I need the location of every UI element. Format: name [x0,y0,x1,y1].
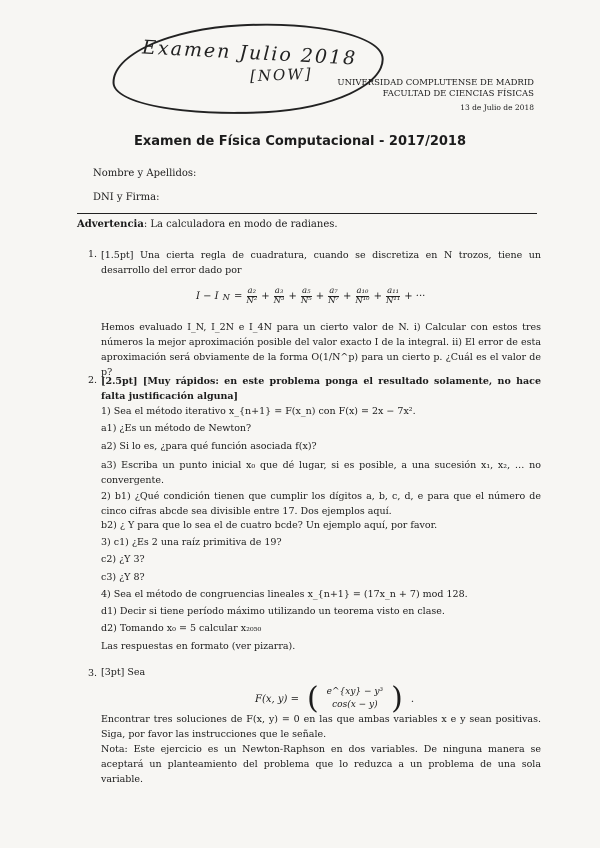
term: $\frac{\text{a₅}}{\text{N⁵}}$ [300,286,312,306]
term: $\frac{\text{a₁₀}}{\text{N¹⁰}}$ [355,286,370,306]
name-field-label: Nombre y Apellidos: [93,168,197,179]
q1-formula: I − I N = $\frac{\text{a₂}}{\text{N²}}$ + $\frac{\text{a₃}}{\text{N³}}$ + $\frac{\text{a₅}}{\text{N⁵}}$ + $\frac{\text{a₇}}{\text{N⁷}}$ + $\frac{\text{a₁₀}}{\text{N¹⁰}}$ + $\frac{\text{a₁₁}}{\text{N¹¹}}$ + ··· [196,286,426,306]
institution-header [337,78,534,100]
handwritten-sublabel: [NOW] [249,64,313,86]
q1-intro: [1.5pt] Una cierta regla de cuadratura, cuando se discretiza en N trozos, tiene un desarrollo del error dado por [101,250,541,276]
handwritten-label: Examen Julio 2018 [141,36,358,70]
f-lhs: F(x, y) = [255,693,299,705]
q2-line: c3) ¿Y 8? [101,572,145,583]
warning-body: : La calculadora en modo de radianes. [143,219,338,230]
term: $\frac{\text{a₁₁}}{\text{N¹¹}}$ [385,286,401,306]
term: $\frac{\text{a₇}}{\text{N⁷}}$ [328,286,339,306]
q2-line: a3) Escriba un punto inicial x₀ que dé lugar, si es posible, a una sucesión x₁, x₂, … no convergente. [101,460,541,486]
q1-number: 1. [88,249,98,260]
vector-components [327,686,383,712]
formula-sub: N [222,291,230,302]
q2-line: 3) c1) ¿Es 2 una raíz primitiva de 19? [101,537,282,548]
q2-number: 2. [88,375,98,386]
q2-line: a2) Si lo es, ¿para qué función asociada f(x)? [101,441,317,452]
q2-line: Las respuestas en formato (ver pizarra). [101,641,296,652]
q1-body: Hemos evaluado I_N, I_2N e I_4N para un cierto valor de N. i) Calcular con estos tres números la mejor aproximación posible del valor exacto I de la integral. ii) El error de esta aproximación será obviamente de la forma O(1/N^p) para un cierto p. ¿Cuál es el valor de p? [101,322,541,378]
term: $\frac{\text{a₃}}{\text{N³}}$ [273,286,285,306]
right-paren: ) [391,681,403,716]
divider [77,213,537,214]
vector-row: e^{xy} − y³ [326,687,384,697]
formula-eq: = [233,291,243,302]
exam-date: 13 de Julio de 2018 [460,103,534,112]
warning-text [77,219,338,230]
q2-line: c2) ¿Y 3? [101,554,145,565]
exam-title: Examen de Física Computacional - 2017/2018 [133,134,467,149]
q3-number: 3. [88,668,98,679]
q2-line: b2) ¿ Y para que lo sea el de cuatro bcde? Un ejemplo aquí, por favor. [101,520,438,531]
institution-faculty: FACULTAD DE CIENCIAS FÍSICAS [382,89,534,99]
warning-label: Advertencia [77,219,144,230]
q2-line: a1) ¿Es un método de Newton? [101,423,252,434]
q2-line: 1) Sea el método iterativo x_{n+1} = F(x_n) con F(x) = 2x − 7x². [101,406,416,417]
dni-field-label: DNI y Firma: [93,192,160,203]
q3-body: Encontrar tres soluciones de F(x, y) = 0 en las que ambas variables x e y sean positivas. Siga, por favor las instrucciones que le señale. [101,714,541,740]
q2-line: 2) b1) ¿Qué condición tienen que cumplir los dígitos a, b, c, d, e para que el número de cinco cifras abcde sea divisible entre 17. Dos ejemplos aquí. [101,491,541,517]
term: $\frac{\text{a₂}}{\text{N²}}$ [246,286,258,306]
formula-lhs: I − I [196,291,219,302]
formula-dots: + ··· [404,291,426,302]
left-paren: ( [306,681,319,716]
vector-row: cos(x − y) [332,700,378,710]
q2-line: d2) Tomando x₀ = 5 calcular x₂₀₅₀ [101,623,262,634]
q2-intro: [2.5pt] [Muy rápidos: en este problema ponga el resultado solamente, no hace falta justificación alguna] [101,376,541,402]
institution-university: UNIVERSIDAD COMPLUTENSE DE MADRID [337,78,534,88]
q3-intro: [3pt] Sea [101,667,146,678]
q3-note: Nota: Este ejercicio es un Newton-Raphson en dos variables. De ninguna manera se aceptará un planteamiento del problema que lo reduzca a un problema de una sola variable. [101,744,541,785]
formula-period: . [410,693,415,705]
q2-line: 4) Sea el método de congruencias lineales x_{n+1} = (17x_n + 7) mod 128. [101,589,468,600]
q2-line: d1) Decir si tiene período máximo utilizando un teorema visto en clase. [101,606,445,617]
q3-function [255,681,415,716]
